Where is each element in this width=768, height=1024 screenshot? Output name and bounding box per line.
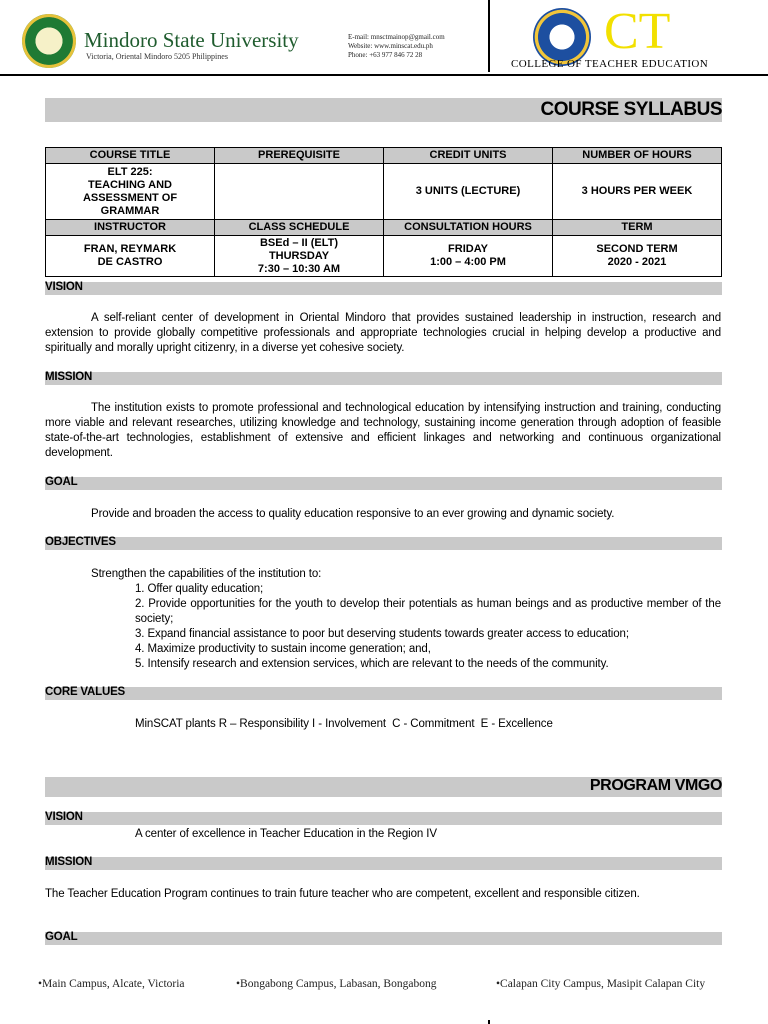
university-address: Victoria, Oriental Mindoro 5205 Philippines <box>86 52 228 61</box>
consultation-time: 1:00 – 4:00 PM <box>430 256 506 268</box>
page-marker <box>488 1020 490 1024</box>
goal-heading: GOAL <box>45 476 78 488</box>
email-text: E-mail: mnsctmainop@gmail.com <box>348 33 445 41</box>
term-year: 2020 - 2021 <box>607 256 667 268</box>
header <box>0 0 768 76</box>
schedule-day: THURSDAY <box>268 249 330 262</box>
term-cell <box>553 236 722 277</box>
schedule-header: CLASS SCHEDULE <box>215 220 384 236</box>
program-goal-bar <box>45 932 722 945</box>
consultation-header: CONSULTATION HOURS <box>384 220 553 236</box>
objective-item: 4. Maximize productivity to sustain income generation; and, <box>135 643 431 655</box>
goal-bar <box>45 477 722 490</box>
program-vision-heading: VISION <box>45 811 83 823</box>
instructor-header: INSTRUCTOR <box>46 220 215 236</box>
credit-units-header: CREDIT UNITS <box>384 148 553 164</box>
course-title-line: GRAMMAR <box>100 204 160 217</box>
program-vision-bar <box>45 812 722 825</box>
instructor-cell <box>46 236 215 277</box>
college-name: COLLEGE OF TEACHER EDUCATION <box>511 58 709 70</box>
course-title-header: COURSE TITLE <box>46 148 215 164</box>
vision-heading: VISION <box>45 281 83 293</box>
program-vision-text: A center of excellence in Teacher Education in the Region IV <box>135 828 437 840</box>
mission-heading: MISSION <box>45 371 93 383</box>
term-name: SECOND TERM <box>596 243 678 255</box>
instructor-name: FRAN, REYMARK <box>83 243 177 255</box>
program-mission-text: The Teacher Education Program continues to train future teacher who are competent, excellent and responsible citizen. <box>45 888 640 900</box>
footer-campus-calapan: •Calapan City Campus, Masipit Calapan City <box>496 978 706 990</box>
header-divider <box>488 0 490 72</box>
core-values-text: MinSCAT plants R – Responsibility I - Involvement C - Commitment E - Excellence <box>135 718 553 730</box>
header-rule <box>0 74 768 76</box>
objective-item: 1. Offer quality education; <box>135 583 264 595</box>
course-info-table <box>45 147 722 277</box>
vision-bar <box>45 282 722 295</box>
program-mission-bar <box>45 857 722 870</box>
university-name: Mindoro State University <box>84 28 299 52</box>
instructor-name: DE CASTRO <box>97 256 163 268</box>
program-title: PROGRAM VMGO <box>589 777 722 794</box>
objective-item: 5. Intensify research and extension services, which are relevant to the needs of the community. <box>135 658 609 670</box>
program-mission-heading: MISSION <box>45 856 93 868</box>
website-text: Website: www.minscat.edu.ph <box>348 42 433 50</box>
contact-info <box>348 33 445 60</box>
core-values-heading: CORE VALUES <box>45 686 126 698</box>
consultation-cell <box>384 236 553 277</box>
objectives-intro: Strengthen the capabilities of the institution to: <box>91 568 322 580</box>
program-goal-heading: GOAL <box>45 931 78 943</box>
prerequisite-cell <box>215 164 384 220</box>
consultation-day: FRIDAY <box>448 243 488 255</box>
mission-bar <box>45 372 722 385</box>
schedule-time: 7:30 – 10:30 AM <box>257 262 341 275</box>
goal-text: Provide and broaden the access to quality education responsive to an ever growing and dynamic society. <box>91 508 615 520</box>
objectives-heading: OBJECTIVES <box>45 536 116 548</box>
hours-header: NUMBER OF HOURS <box>553 148 722 164</box>
objective-item: 3. Expand financial assistance to poor but deserving students towards greater access to education; <box>135 628 629 640</box>
vision-text: A self-reliant center of development in Oriental Mindoro that provides sustained leadership in instruction, research and extension to provide globally competitive professionals and appropriate technologies crucial in helping develop a productive and spiritually and morally upright citizenry, in a diverse yet cohesive society. <box>45 312 721 354</box>
page-title: COURSE SYLLABUS <box>540 99 722 120</box>
term-header: TERM <box>553 220 722 236</box>
objective-item: 2. Provide opportunities for the youth to develop their potentials as human beings and as productive member of the society; <box>135 598 721 625</box>
footer-campus-main: •Main Campus, Alcate, Victoria <box>38 978 185 990</box>
schedule-section: BSEd – II (ELT) <box>259 236 339 249</box>
university-seal-logo <box>22 14 76 68</box>
phone-text: Phone: +63 977 846 72 28 <box>348 51 423 59</box>
objectives-list <box>135 582 721 672</box>
mission-text: The institution exists to promote professional and technological education by intensifying instruction and training, conducting more viable and relevant researches, utilizing knowledge and technology, sustaining income generation through adoption of feasible state-of-the-art technologies, establishment of extensive and efficient linkages and networking and continuous organizational development. <box>45 402 721 459</box>
college-abbreviation: CT <box>604 3 671 60</box>
prerequisite-header: PREREQUISITE <box>215 148 384 164</box>
hours-cell: 3 HOURS PER WEEK <box>553 164 722 220</box>
footer-campus-bongabong: •Bongabong Campus, Labasan, Bongabong <box>236 978 437 990</box>
course-code: ELT 225: <box>107 165 153 178</box>
course-title-line: TEACHING AND <box>88 178 172 191</box>
schedule-cell <box>215 236 384 277</box>
course-title-cell <box>46 164 215 220</box>
course-title-line: ASSESSMENT OF <box>82 191 178 204</box>
core-values-bar <box>45 687 722 700</box>
credit-units-cell: 3 UNITS (LECTURE) <box>384 164 553 220</box>
objectives-bar <box>45 537 722 550</box>
